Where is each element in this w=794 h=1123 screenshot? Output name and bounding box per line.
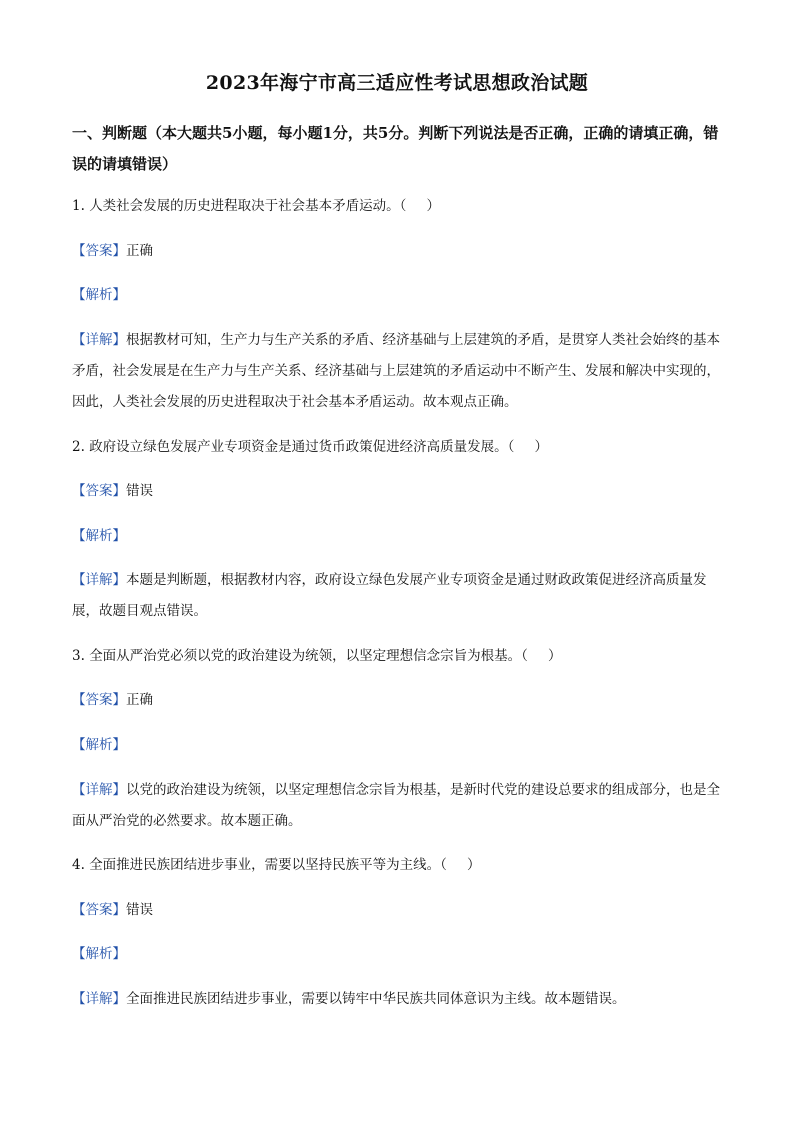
answer-value: 正确 [126, 692, 153, 708]
analysis-3 [72, 730, 732, 761]
detail-4 [72, 984, 732, 1015]
question-3 [72, 641, 732, 672]
answer-3 [72, 685, 732, 716]
detail-text: 本题是判断题，根据教材内容，政府设立绿色发展产业专项资金是通过财政政策促进经济高质量发展，故题目观点错误。 [72, 572, 707, 619]
section-header: 一、判断题（本大题共5小题，每小题1分，共5分。判断下列说法是否正确，正确的请填正确，错误的请填错误） [72, 124, 719, 173]
question-number: 1. [72, 198, 85, 214]
detail-tag: 【详解】 [72, 572, 126, 588]
question-close-paren: ） [466, 857, 481, 873]
answer-value: 错误 [126, 902, 153, 918]
analysis-tag: 【解析】 [72, 737, 126, 753]
question-number: 4. [72, 857, 85, 873]
question-4 [72, 850, 732, 881]
analysis-tag: 【解析】 [72, 946, 126, 962]
answer-value: 正确 [126, 243, 153, 259]
answer-tag: 【答案】 [72, 692, 126, 708]
answer-1 [72, 236, 732, 267]
answer-tag: 【答案】 [72, 483, 126, 499]
analysis-1 [72, 280, 732, 311]
analysis-tag: 【解析】 [72, 287, 126, 303]
page-title: 2023年海宁市高三适应性考试思想政治试题 [205, 72, 589, 94]
detail-tag: 【详解】 [72, 991, 126, 1007]
answer-2 [72, 476, 732, 507]
question-text: 全面推进民族团结进步事业，需要以坚持民族平等为主线。（ [89, 857, 447, 873]
detail-text: 以党的政治建设为统领，以坚定理想信念宗旨为根基，是新时代党的建设总要求的组成部分，也是全面从严治党的必然要求。故本题正确。 [72, 782, 720, 829]
question-number: 2. [72, 439, 85, 455]
detail-1 [72, 325, 732, 418]
answer-tag: 【答案】 [72, 902, 126, 918]
question-number: 3. [72, 648, 85, 664]
answer-tag: 【答案】 [72, 243, 126, 259]
analysis-2 [72, 521, 732, 552]
detail-2 [72, 565, 732, 627]
analysis-4 [72, 939, 732, 970]
detail-3 [72, 775, 732, 837]
analysis-tag: 【解析】 [72, 528, 126, 544]
question-2 [72, 432, 732, 463]
question-1 [72, 191, 732, 222]
question-close-paren: ） [426, 198, 440, 214]
answer-4 [72, 895, 732, 926]
question-close-paren: ） [547, 648, 562, 664]
detail-text: 全面推进民族团结进步事业，需要以铸牢中华民族共同体意识为主线。故本题错误。 [126, 991, 626, 1007]
question-text: 政府设立绿色发展产业专项资金是通过货币政策促进经济高质量发展。（ [89, 439, 515, 455]
answer-value: 错误 [126, 483, 153, 499]
detail-tag: 【详解】 [72, 782, 126, 798]
question-text: 全面从严治党必须以党的政治建设为统领，以坚定理想信念宗旨为根基。（ [89, 648, 528, 664]
detail-text: 根据教材可知，生产力与生产关系的矛盾、经济基础与上层建筑的矛盾，是贯穿人类社会始终的基本矛盾，社会发展是在生产力与生产关系、经济基础与上层建筑的矛盾运动中不断产生、发展和解决中实现的，因此，人类社会发展的历史进程取决于社会基本矛盾运动。故本观点正确。 [72, 332, 720, 410]
question-text: 人类社会发展的历史进程取决于社会基本矛盾运动。（ [89, 198, 407, 214]
question-close-paren: ） [534, 439, 548, 455]
detail-tag: 【详解】 [72, 332, 126, 348]
